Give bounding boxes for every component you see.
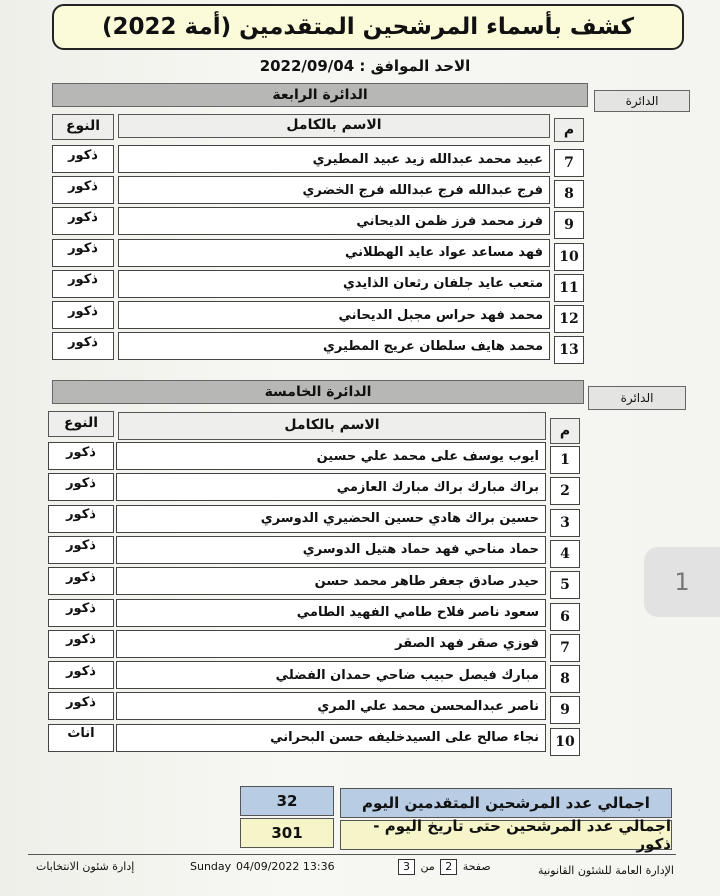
- total-count-label-box: [340, 817, 672, 853]
- district4-row-num-text: 11: [559, 279, 579, 296]
- district4-title-bar: [52, 83, 588, 107]
- district5-row-type-text: ذكور: [66, 663, 96, 679]
- district5-row-type-text: ذكور: [66, 507, 96, 523]
- district5-header-type: النوع: [48, 411, 114, 437]
- district5-row-type-text: ذكور: [66, 694, 96, 710]
- district4-row-name-text: متعب عايد جلفان رثعان الذايدي: [342, 276, 543, 292]
- district5-row-type-text: ذكور: [66, 569, 96, 585]
- district4-row-type: [52, 301, 114, 329]
- district4-row-num: [554, 180, 584, 208]
- page-indicator-tab[interactable]: [644, 547, 720, 617]
- district5-row-num: [550, 665, 580, 693]
- district5-row-num-text: 7: [560, 639, 570, 656]
- footer-right: الإدارة العامة للشئون القانونية: [538, 864, 674, 877]
- district5-title-bar: [52, 380, 584, 404]
- district5-row-type-text: اناث: [67, 726, 95, 742]
- district5-row-num: [550, 696, 580, 724]
- district4-header-type: النوع: [52, 114, 114, 140]
- district4-row-name-text: فرج عبدالله فرج عبدالله فرج الخضري: [302, 182, 543, 198]
- district5-row-name: [116, 505, 546, 533]
- district4-row-name: [118, 301, 550, 329]
- district4-row-type-text: ذكور: [68, 334, 98, 350]
- district5-row-num-text: 8: [560, 671, 570, 688]
- district5-row-name: [116, 692, 546, 720]
- district5-row-type-text: ذكور: [66, 475, 96, 491]
- district5-row-name-text: سعود ناصر فلاح طامي الفهيد الطامي: [296, 605, 539, 620]
- district4-row-type-text: ذكور: [68, 272, 98, 288]
- page-word: صفحة: [462, 860, 491, 873]
- district4-label: الدائرة: [625, 94, 659, 108]
- footer-datetime: 04/09/2022 13:36: [236, 860, 335, 873]
- district5-row-name: [116, 536, 546, 564]
- district4-row-type-text: ذكور: [68, 147, 98, 163]
- total-count-label: اجمالي عدد المرشحين حتى تاريخ اليوم - ذكور: [373, 817, 671, 853]
- district5-row-type: [48, 692, 114, 720]
- district5-row-type-text: ذكور: [66, 538, 96, 554]
- of-word: من: [420, 860, 435, 873]
- district5-row-name: [116, 567, 546, 595]
- district5-row-name: [116, 442, 546, 470]
- district4-row-type-text: ذكور: [68, 241, 98, 257]
- district5-row-type-text: ذكور: [66, 632, 96, 648]
- district5-row-name: [116, 473, 546, 501]
- district4-title: الدائرة الرابعة: [272, 87, 368, 103]
- district4-row-type-text: ذكور: [68, 209, 98, 225]
- district5-row-num: [550, 477, 580, 505]
- district5-row-name-text: حماد مناحي فهد حماد هتيل الدوسري: [302, 542, 539, 558]
- footer-pagination: [396, 859, 491, 875]
- district4-row-name: [118, 176, 550, 204]
- district4-row-name: [118, 207, 550, 235]
- district4-row-num: [554, 274, 584, 302]
- district4-row-name-text: فهد مساعد عواد عايد الهطلاني: [344, 245, 543, 261]
- district5-header-num: م: [550, 418, 580, 444]
- district5-row-num-text: 10: [555, 733, 575, 750]
- district5-row-name-text: ايوب يوسف على محمد علي حسين: [316, 448, 539, 464]
- district5-row-type: [48, 567, 114, 595]
- district4-row-num: [554, 305, 584, 333]
- today-count-label: اجمالي عدد المرشحين المتقدمين اليوم: [362, 794, 650, 812]
- district4-row-name: [118, 332, 550, 360]
- district4-row-num-text: 13: [559, 342, 579, 359]
- district5-row-name-text: نجاء صالح على السيدخليفه حسن البحراني: [270, 730, 539, 746]
- district5-row-type-text: ذكور: [66, 444, 96, 460]
- page-total: 3: [398, 859, 415, 875]
- district5-row-num: [550, 509, 580, 537]
- district5-row-num: [550, 603, 580, 631]
- footer-rule: [28, 854, 676, 855]
- district5-row-type: [48, 724, 114, 752]
- district5-row-name-text: مبارك فيصل حبيب ضاحي حمدان الفضلي: [275, 667, 539, 683]
- district5-header-name: الاسم بالكامل: [118, 412, 546, 440]
- district5-row-num-text: 5: [560, 577, 570, 594]
- district4-row-name-text: عبيد محمد عبدالله زيد عبيد المطيري: [312, 151, 543, 167]
- district4-row-type-text: ذكور: [68, 303, 98, 319]
- district5-row-num: [550, 728, 580, 756]
- district5-row-type: [48, 661, 114, 689]
- title-text: كشف بأسماء المرشحين المتقدمين (أمة 2022): [101, 14, 635, 40]
- document-title: [52, 4, 684, 50]
- district5-row-type: [48, 536, 114, 564]
- district4-row-name: [118, 239, 550, 267]
- district4-row-num-text: 7: [564, 155, 574, 171]
- district5-row-name-text: ناصر عبدالمحسن محمد علي المري: [317, 698, 539, 714]
- district5-row-type: [48, 599, 114, 627]
- district5-row-name-text: حيدر صادق جعفر طاهر محمد حسن: [314, 573, 539, 589]
- district4-row-num: [554, 243, 584, 271]
- district4-row-type: [52, 176, 114, 204]
- district5-row-num: [550, 571, 580, 599]
- district4-row-type: [52, 332, 114, 360]
- district4-row-type-text: ذكور: [68, 178, 98, 194]
- today-count-label-box: [340, 788, 672, 818]
- district5-row-num-text: 3: [560, 514, 570, 531]
- district5-row-name-text: فوزي صقر فهد الصقر: [395, 636, 539, 652]
- district5-row-name: [116, 724, 546, 752]
- district4-row-num-text: 8: [564, 186, 574, 203]
- district5-row-name-text: حسين براك هادي حسين الحضيري الدوسري: [260, 511, 539, 527]
- today-count-value: 32: [240, 786, 334, 816]
- district4-row-num: [554, 211, 584, 239]
- district5-row-num: [550, 634, 580, 662]
- district5-row-num-text: 4: [560, 545, 570, 562]
- district5-row-name: [116, 599, 546, 627]
- district4-row-num-text: 10: [559, 248, 579, 265]
- district5-label: الدائرة: [620, 391, 654, 405]
- district4-row-name: [118, 145, 550, 173]
- district5-row-num-text: 9: [560, 702, 570, 719]
- district5-row-num-text: 1: [560, 452, 570, 468]
- footer-left: إدارة شئون الانتخابات: [36, 860, 135, 873]
- district5-row-name: [116, 630, 546, 658]
- district4-row-type: [52, 270, 114, 298]
- district5-row-num: [550, 446, 580, 474]
- district5-row-name-text: براك مبارك براك مبارك العازمي: [336, 479, 539, 495]
- total-count-value: 301: [240, 818, 334, 848]
- district5-title: الدائرة الخامسة: [264, 384, 372, 400]
- district4-row-num-text: 9: [564, 217, 574, 234]
- district5-label-box: [588, 386, 686, 410]
- page-indicator-number: 1: [674, 568, 690, 596]
- district4-label-box: [594, 90, 690, 112]
- district5-row-type: [48, 630, 114, 658]
- district5-row-type: [48, 473, 114, 501]
- district4-row-type: [52, 145, 114, 173]
- district4-row-name-text: محمد هايف سلطان عريج المطيري: [323, 338, 543, 354]
- district4-row-name: [118, 270, 550, 298]
- district5-row-type: [48, 442, 114, 470]
- district5-row-type: [48, 505, 114, 533]
- footer-day: Sunday: [190, 860, 232, 873]
- district4-row-type: [52, 239, 114, 267]
- district5-row-type-text: ذكور: [66, 601, 96, 616]
- district4-row-name-text: محمد فهد حراس مجبل الديحاني: [338, 307, 543, 323]
- district5-row-num-text: 6: [560, 608, 570, 625]
- district4-row-num-text: 12: [559, 311, 579, 327]
- district4-row-num: [554, 149, 584, 177]
- district5-row-num: [550, 540, 580, 568]
- page-current: 2: [440, 859, 457, 875]
- district5-row-name: [116, 661, 546, 689]
- district4-header-name: الاسم بالكامل: [118, 114, 550, 138]
- district4-row-type: [52, 207, 114, 235]
- district4-header-num: م: [554, 118, 584, 142]
- district5-row-num-text: 2: [560, 483, 570, 500]
- district4-row-name-text: فرز محمد فرز ظمن الديحاني: [356, 213, 543, 229]
- date-line: الاحد الموافق : 2022/09/04: [259, 57, 471, 75]
- district4-row-num: [554, 336, 584, 364]
